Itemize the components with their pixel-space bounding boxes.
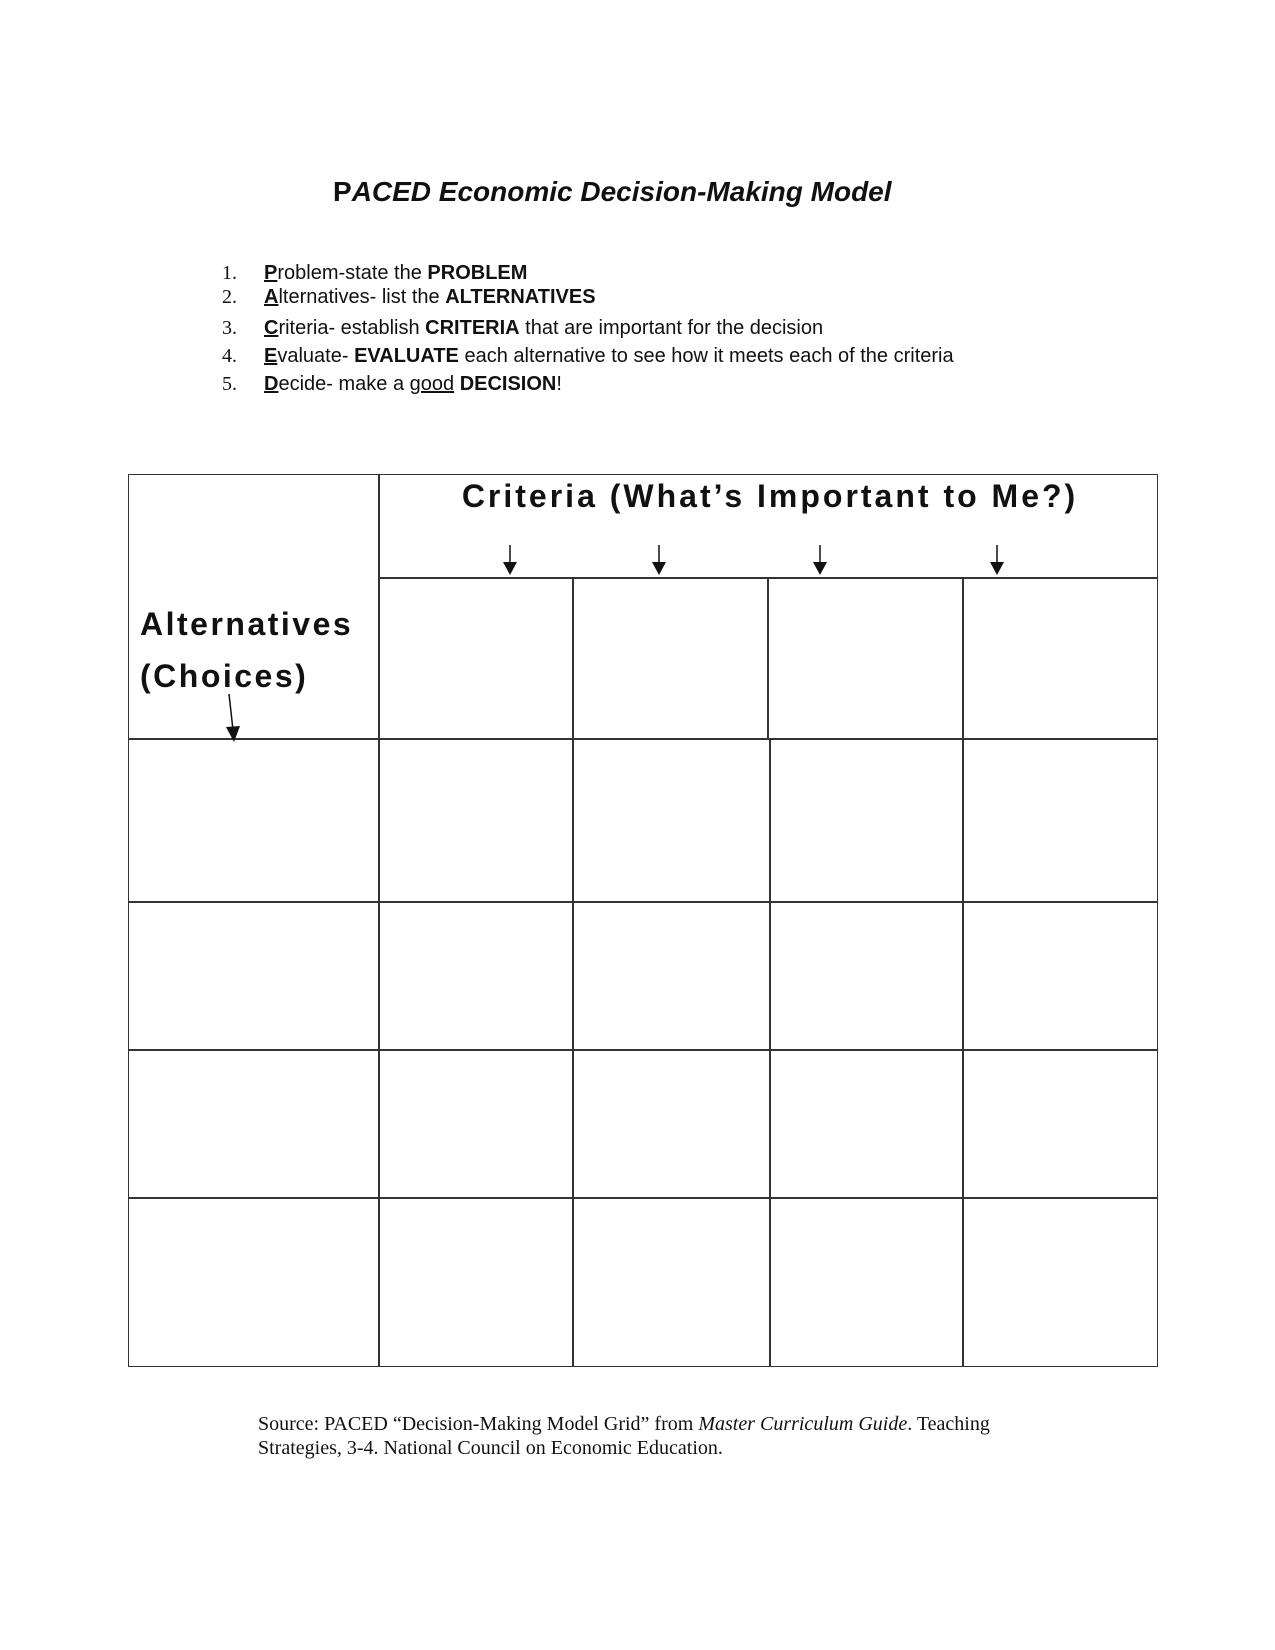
grid-line-row-2 xyxy=(128,901,1158,903)
down-arrow-icon xyxy=(502,545,518,577)
grid-line-col-3 xyxy=(962,577,964,1367)
step-letter: D xyxy=(264,373,279,395)
title-first-letter: P xyxy=(333,176,352,207)
step-number: 3. xyxy=(222,317,237,339)
step-number: 4. xyxy=(222,345,237,367)
grid-line-col-2a xyxy=(767,577,769,739)
step-number: 5. xyxy=(222,373,237,395)
step-letter: P xyxy=(264,262,278,284)
criteria-heading: Criteria (What’s Important to Me?) xyxy=(461,478,1079,514)
grid-line-col-1 xyxy=(572,577,574,1367)
step-letter: E xyxy=(264,345,278,367)
down-arrow-icon xyxy=(812,545,828,577)
down-arrow-icon xyxy=(651,545,667,577)
step-letter: A xyxy=(264,286,279,308)
grid-line-row-1 xyxy=(128,738,1158,740)
down-arrow-icon xyxy=(989,545,1005,577)
grid-line-col-alt xyxy=(378,474,380,1367)
grid-line-row-3 xyxy=(128,1049,1158,1051)
grid-line-col-2b xyxy=(769,738,771,1367)
step-number: 1. xyxy=(222,262,237,284)
down-arrow-icon xyxy=(220,692,244,744)
step-number: 2. xyxy=(222,286,237,308)
step-letter: C xyxy=(264,317,279,339)
page-title xyxy=(333,176,892,208)
grid-line-row-4 xyxy=(128,1197,1158,1199)
source-citation: Source: PACED “Decision-Making Model Grid” from Master Curriculum Guide. Teaching Strategies, 3-4. National Council on Economic Education. xyxy=(258,1413,990,1459)
title-rest: ACED Economic Decision-Making Model xyxy=(351,176,892,207)
alternatives-heading: Alternatives (Choices) xyxy=(140,606,354,694)
